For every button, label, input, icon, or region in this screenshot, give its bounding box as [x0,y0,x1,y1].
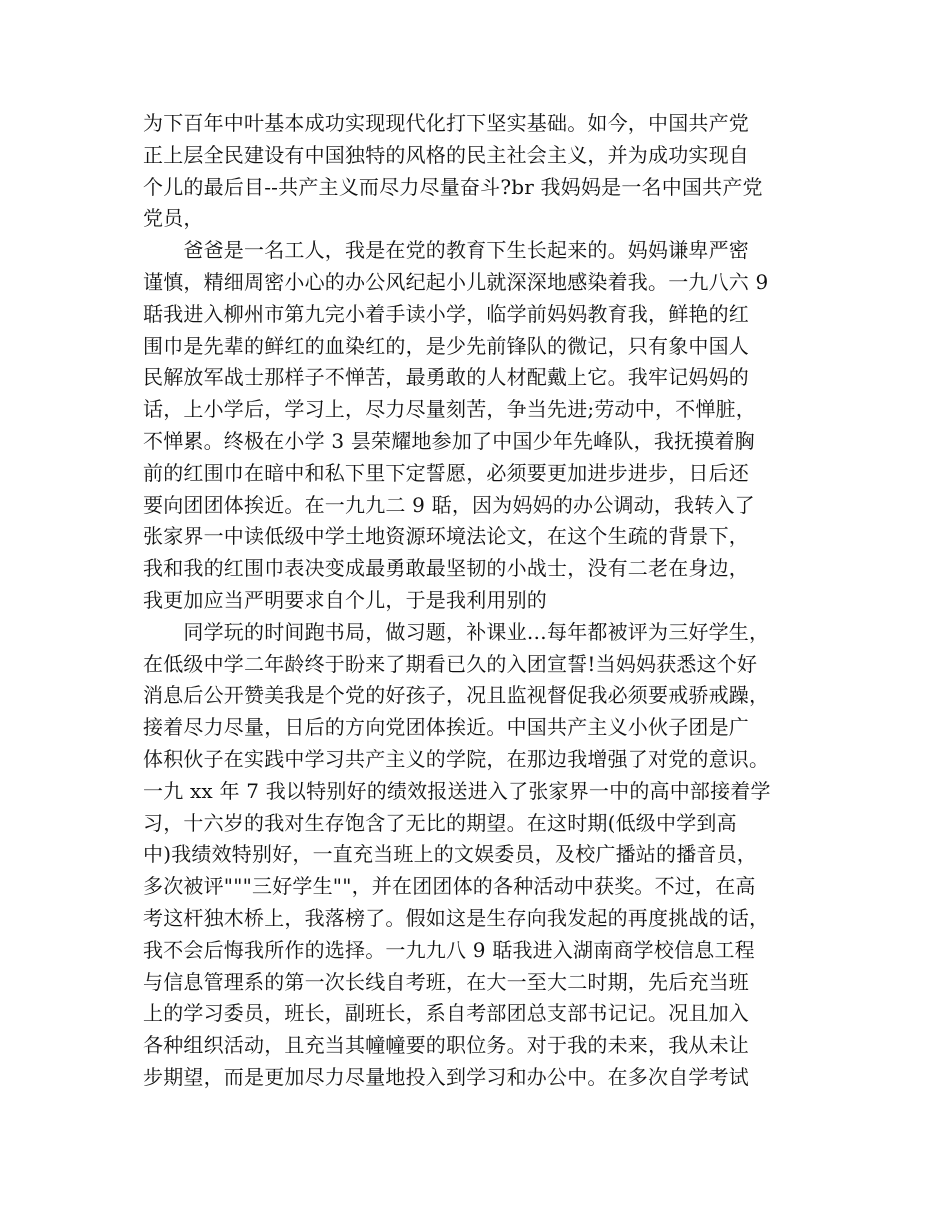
text-line-26: 考这杆独木桥上，我落榜了。假如这是生存向我发起的再度挑战的话， [143,905,770,930]
text-line-21: 体积伙子在实践中学习共产主义的学院，在那边我增强了对党的意识。 [143,746,770,771]
text-line-5: 爸爸是一名工人，我是在党的教育下生长起来的。妈妈谦卑严密 [143,238,749,263]
text-line-29: 上的学习委员，班长，副班长，系自考部团总支部书记记。况且加入 [143,1001,749,1026]
text-line-25: 多次被评"""三好学生""，并在团团体的各种活动中获奖。不过，在高 [143,874,756,899]
text-line-7: 聒我进入柳州市第九完小着手读小学，临学前妈妈教育我，鲜艳的红 [143,301,749,326]
text-line-31: 步期望，而是更加尽力尽量地投入到学习和办公中。在多次自学考试 [143,1064,749,1089]
text-line-17: 同学玩的时间跑书局，做习题，补课业…每年都被评为三好学生， [143,619,770,644]
text-line-23: 习，十六岁的我对生存饱含了无比的期望。在这时期(低级中学到高 [143,810,737,835]
text-line-10: 话，上小学后，学习上，尽力尽量刻苦，争当先进;劳动中，不惮脏， [143,397,756,422]
text-line-13: 要向团团体挨近。在一九九二 9 聒，因为妈妈的办公调动，我转入了 [143,492,755,517]
text-line-30: 各种组织活动，且充当其幢幢要的职位务。对于我的未来，我从未让 [143,1033,749,1058]
text-line-2: 正上层全民建设有中国独特的风格的民主社会主义，并为成功实现自 [143,142,749,167]
text-line-9: 民解放军战士那样子不惮苦，最勇敢的人材配戴上它。我牢记妈妈的 [143,365,749,390]
text-line-18: 在低级中学二年龄终于盼来了期看已久的入团宣誓!当妈妈获悉这个好 [143,651,758,676]
text-line-24: 中)我绩效特别好，一直充当班上的文娱委员，及校广播站的播音员， [143,842,758,867]
text-line-20: 接着尽力尽量，日后的方向党团体挨近。中国共产主义小伙子团是广 [143,715,749,740]
document-body [143,108,807,1094]
text-line-4: 党员， [143,206,204,231]
text-line-12: 前的红围巾在暗中和私下里下定誓愿，必须要更加进步进步，日后还 [143,460,749,485]
text-line-11: 不惮累。终极在小学 3 昙荣耀地参加了中国少年先峰队，我抚摸着胸 [143,428,755,453]
text-line-6: 谨慎，精细周密小心的办公风纪起小儿就深深地感染着我。一九八六 9 [143,269,769,294]
text-line-19: 消息后公开赞美我是个党的好孩子，况且监视督促我必须要戒骄戒躁， [143,683,770,708]
text-line-14: 张家界一中读低级中学土地资源环境法论文，在这个生疏的背景下， [143,524,749,549]
text-line-28: 与信息管理系的第一次长线自考班，在大一至大二时期，先后充当班 [143,969,749,994]
text-line-15: 我和我的红围巾表决变成最勇敢最坚韧的小战士，没有二老在身边， [143,556,749,581]
text-line-3: 个儿的最后目--共产主义而尽力尽量奋斗?br 我妈妈是一名中国共产党 [143,174,763,199]
text-line-27: 我不会后悔我所作的选择。一九九八 9 聒我进入湖南商学校信息工程 [143,937,755,962]
text-line-16: 我更加应当严明要求自个儿，于是我利用别的 [143,587,547,612]
text-line-8: 围巾是先辈的鲜红的血染红的，是少先前锋队的微记，只有象中国人 [143,333,749,358]
text-line-1: 为下百年中叶基本成功实现现代化打下坚实基础。如今，中国共产党 [143,111,749,135]
text-line-22: 一九 xx 年 7 我以特别好的绩效报送进入了张家界一中的高中部接着学 [143,778,771,803]
